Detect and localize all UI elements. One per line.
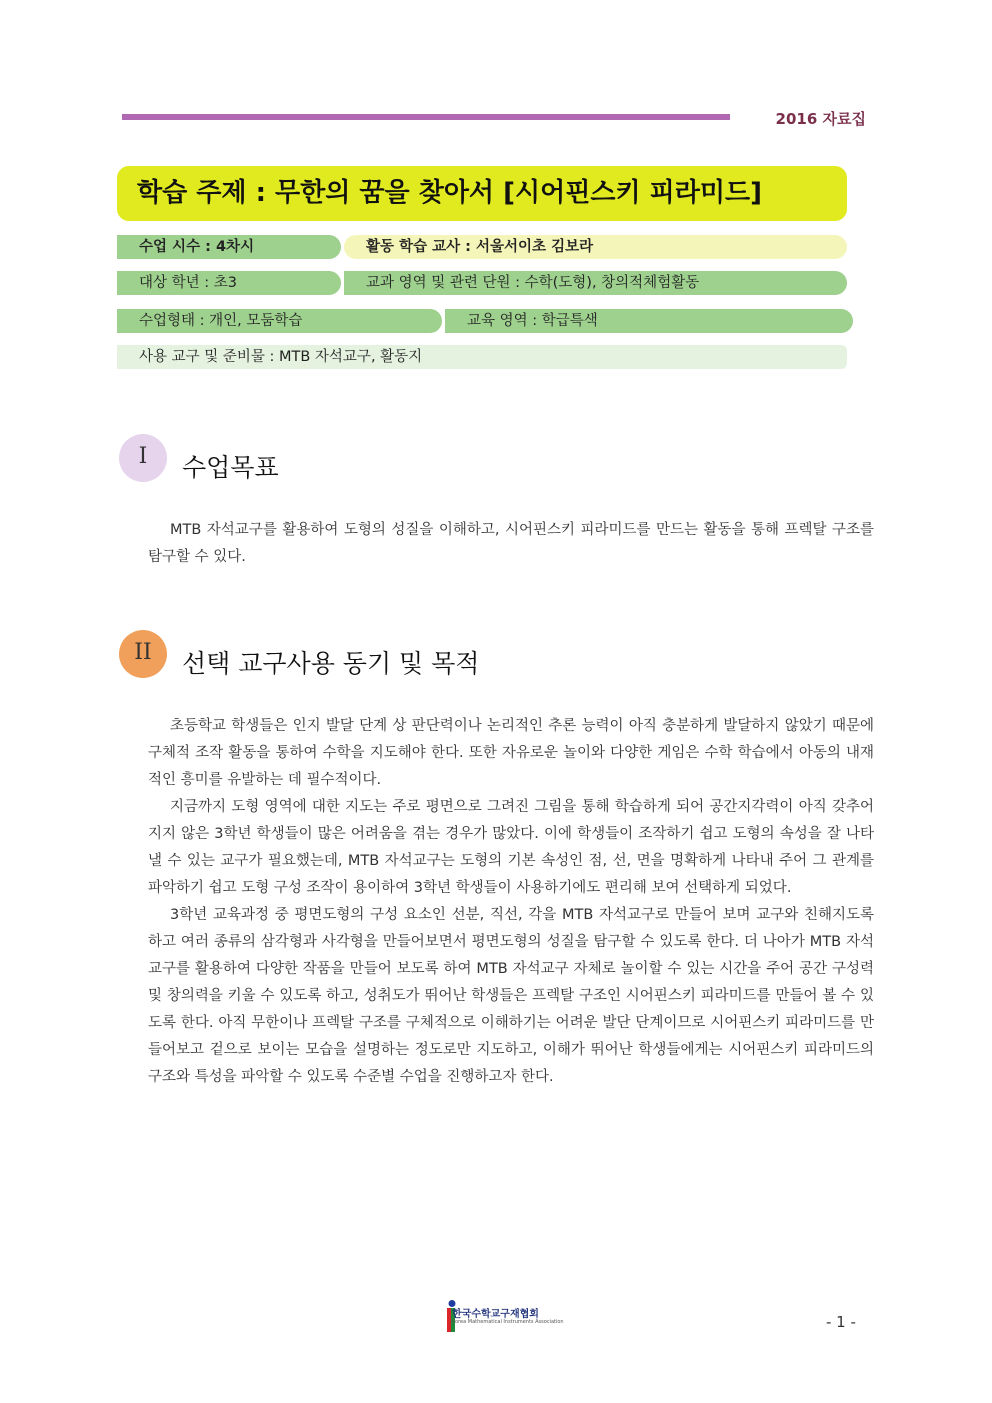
collection-label: 2016 자료집 [775,110,866,128]
section-1-numeral: I [119,434,167,482]
section-2-numeral: II [119,630,167,678]
materials: 사용 교구 및 준비물 : MTB 자석교구, 활동지 [117,345,847,369]
class-form: 수업형태 : 개인, 모둠학습 [117,309,442,333]
target-grade: 대상 학년 : 초3 [117,271,341,295]
motivation-paragraph-3: 3학년 교육과정 중 평면도형의 구성 요소인 선분, 직선, 각을 MTB 자석교구로 만들어 보며 교구와 친해지도록 하고 여러 종류의 삼각형과 사각형을 만들어보면서 평면도형의 성질을 탐구할 수 있도록 한다. 더 나아가 MTB 자석교구를 활용하여 다양한 작품을 만들어 보도록 하여 MTB 자석교구 자체로 놀이할 수 있는 시간을 주어 공간 구성력 및 창의력을 키울 수 있도록 하고, 성취도가 뛰어난 학생들은 프렉탈 구조인 시어핀스키 피라미드를 만들어 볼 수 있도록 한다. 아직 무한이나 프렉탈 구조를 구체적으로 이해하기는 어려운 발단 단계이므로 시어핀스키 피라미드를 만들어보고 겉으로 보이는 모습을 설명하는 정도로만 지도하고, 이해가 뛰어난 학생들에게는 시어핀스키 피라미드의 구조와 특성을 파악할 수 있도록 수준별 수업을 진행하고자 한다. [148,907,874,1085]
lesson-topic-title: 학습 주제 : 무한의 꿈을 찾아서 [시어핀스키 피라미드] [117,166,847,221]
motivation-paragraph-1: 초등학교 학생들은 인지 발달 단계 상 판단력이나 논리적인 추론 능력이 아직 충분하게 발달하지 않았기 때문에 구체적 조작 활동을 통하여 수학을 지도해야 한다. 또한 자유로운 놀이와 다양한 게임은 수학 학습에서 아동의 내재적인 흥미를 유발하는 데 필수적이다. [148,718,874,788]
teacher-info: 활동 학습 교사 : 서울서이초 김보라 [344,235,847,259]
section-2-title: 선택 교구사용 동기 및 목적 [182,649,480,678]
subject-area: 교과 영역 및 관련 단원 : 수학(도형), 창의적체험활동 [344,271,847,295]
section-1-title: 수업목표 [182,453,279,482]
motivation-paragraph-2: 지금까지 도형 영역에 대한 지도는 주로 평면으로 그려진 그림을 통해 학습하게 되어 공간지각력이 아직 갖추어지지 않은 3학년 학생들이 많은 어려움을 겪는 경우가 많았다. 이에 학생들이 조작하기 쉽고 도형의 속성을 잘 나타낼 수 있는 교구가 필요했는데, MTB 자석교구는 도형의 기본 속성인 점, 선, 면을 명확하게 나타내 주어 그 관계를 파악하기 쉽고 도형 구성 조작이 용이하여 3학년 학생들이 사용하기에도 편리해 보여 선택하게 되었다. [148,799,874,896]
page-number: - 1 - [826,1313,856,1331]
header-accent-bar [122,114,730,120]
education-area: 교육 영역 : 학급특색 [445,309,853,333]
section-2-text [148,713,874,1091]
class-hours: 수업 시수 : 4차시 [117,235,341,259]
section-1-text [148,517,874,571]
objective-paragraph: MTB 자석교구를 활용하여 도형의 성질을 이해하고, 시어핀스키 피라미드를 만드는 활동을 통해 프렉탈 구조를 탐구할 수 있다. [148,522,874,565]
association-name: 한국수학교구재협회 [452,1309,539,1320]
association-english-name: Korea Mathematical Instruments Association [452,1319,564,1325]
